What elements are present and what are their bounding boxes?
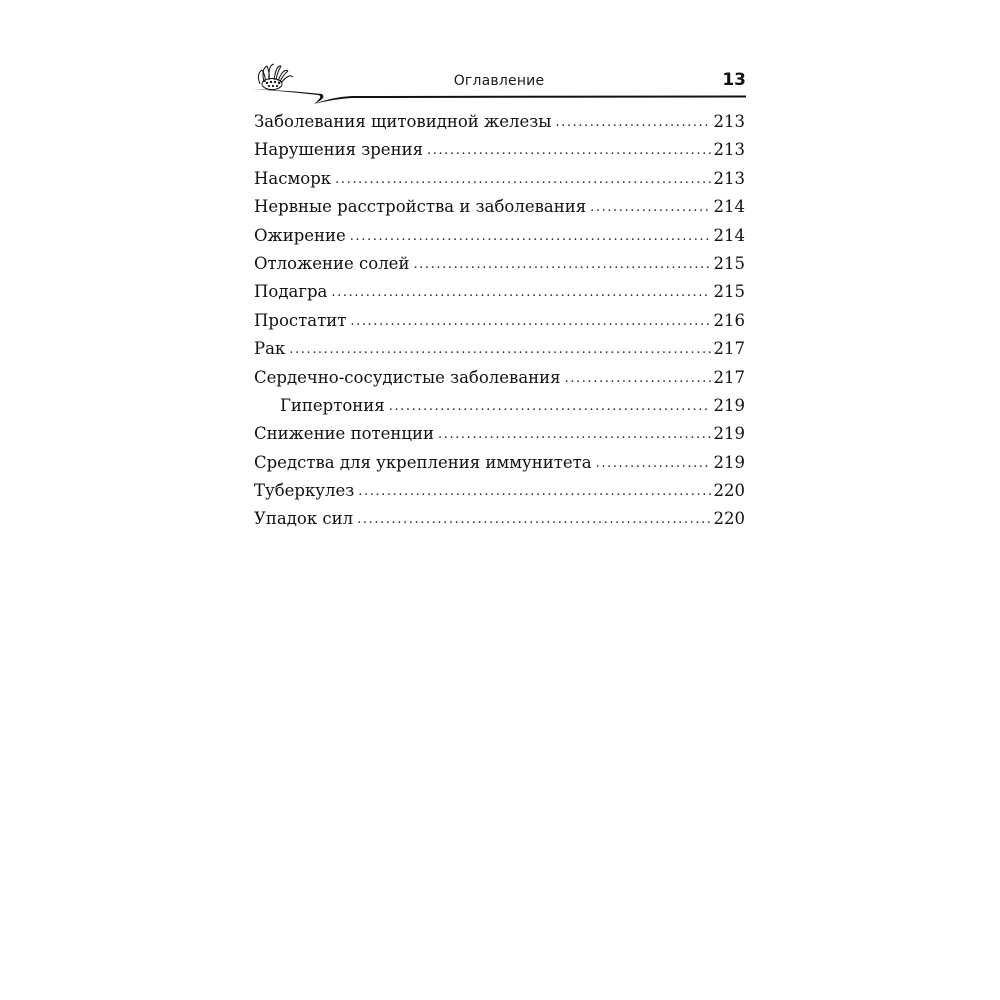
toc-entry-page: 219 — [713, 452, 745, 472]
toc-entry — [254, 169, 745, 197]
toc-entry-page: 219 — [713, 395, 745, 415]
toc-entry-title: Рак — [254, 339, 286, 359]
toc-entry-page: 217 — [713, 367, 745, 387]
dot-leader — [413, 257, 710, 272]
toc-entry-page: 215 — [713, 282, 745, 302]
dot-leader — [555, 115, 710, 130]
toc-entry-page: 216 — [713, 310, 745, 330]
page-number: 13 — [722, 70, 746, 90]
dot-leader — [335, 172, 710, 187]
toc-entry-page: 213 — [713, 168, 745, 188]
dot-leader — [438, 427, 711, 442]
toc-entry — [254, 368, 745, 396]
toc-entry-page: 220 — [713, 509, 745, 529]
toc-entry-title: Средства для укрепления иммунитета — [254, 452, 592, 472]
toc-entry-title: Нервные расстройства и заболевания — [254, 197, 587, 217]
dot-leader — [357, 512, 710, 527]
toc-entry — [254, 226, 745, 254]
toc-entry-title: Ожирение — [254, 225, 346, 245]
toc-entry-title: Заболевания щитовидной железы — [254, 112, 552, 131]
toc-entry — [254, 254, 745, 282]
dot-leader — [565, 371, 711, 386]
toc-entry — [254, 424, 745, 452]
dot-leader — [331, 285, 710, 300]
toc-entry-page: 213 — [713, 112, 745, 131]
dot-leader — [350, 229, 711, 244]
toc-entry — [254, 509, 745, 537]
toc-entry — [254, 396, 745, 424]
dot-leader — [389, 399, 711, 414]
toc-entry — [254, 282, 745, 310]
page-header — [252, 60, 746, 108]
toc-entry-page: 213 — [713, 140, 745, 160]
toc-entry-title: Отложение солей — [254, 253, 410, 273]
toc-entry — [254, 339, 745, 367]
toc-entry-title: Упадок сил — [254, 509, 354, 529]
toc-entry-title: Туберкулез — [254, 481, 355, 501]
toc-entry-title: Подагра — [254, 282, 328, 302]
dot-leader — [427, 143, 711, 158]
toc-entry — [254, 140, 745, 168]
toc-entry — [254, 311, 745, 339]
toc-entry-page: 220 — [713, 481, 745, 501]
dot-leader — [350, 314, 710, 329]
toc-entry-title: Снижение потенции — [254, 424, 434, 444]
toc-entry — [254, 453, 745, 481]
toc-entry-page: 214 — [713, 197, 745, 217]
dot-leader — [289, 342, 710, 357]
toc-entry — [254, 197, 745, 225]
dot-leader — [358, 484, 710, 499]
toc-entry-page: 219 — [713, 424, 745, 444]
toc-entry-page: 215 — [713, 253, 745, 273]
toc-entry-page: 214 — [713, 225, 745, 245]
running-title: Оглавление — [453, 73, 545, 89]
toc-entry-title: Насморк — [254, 168, 332, 188]
toc-entry — [254, 112, 745, 140]
toc-entry-title: Простатит — [254, 310, 347, 330]
toc-entry-title: Сердечно-сосудистые заболевания — [254, 367, 561, 387]
dot-leader — [590, 200, 710, 215]
toc-entry-page: 217 — [713, 339, 745, 359]
dot-leader — [596, 456, 711, 471]
toc-entry — [254, 481, 745, 509]
toc-entry-title: Гипертония — [280, 395, 385, 415]
toc-entry-title: Нарушения зрения — [254, 140, 423, 160]
table-of-contents — [254, 112, 745, 538]
